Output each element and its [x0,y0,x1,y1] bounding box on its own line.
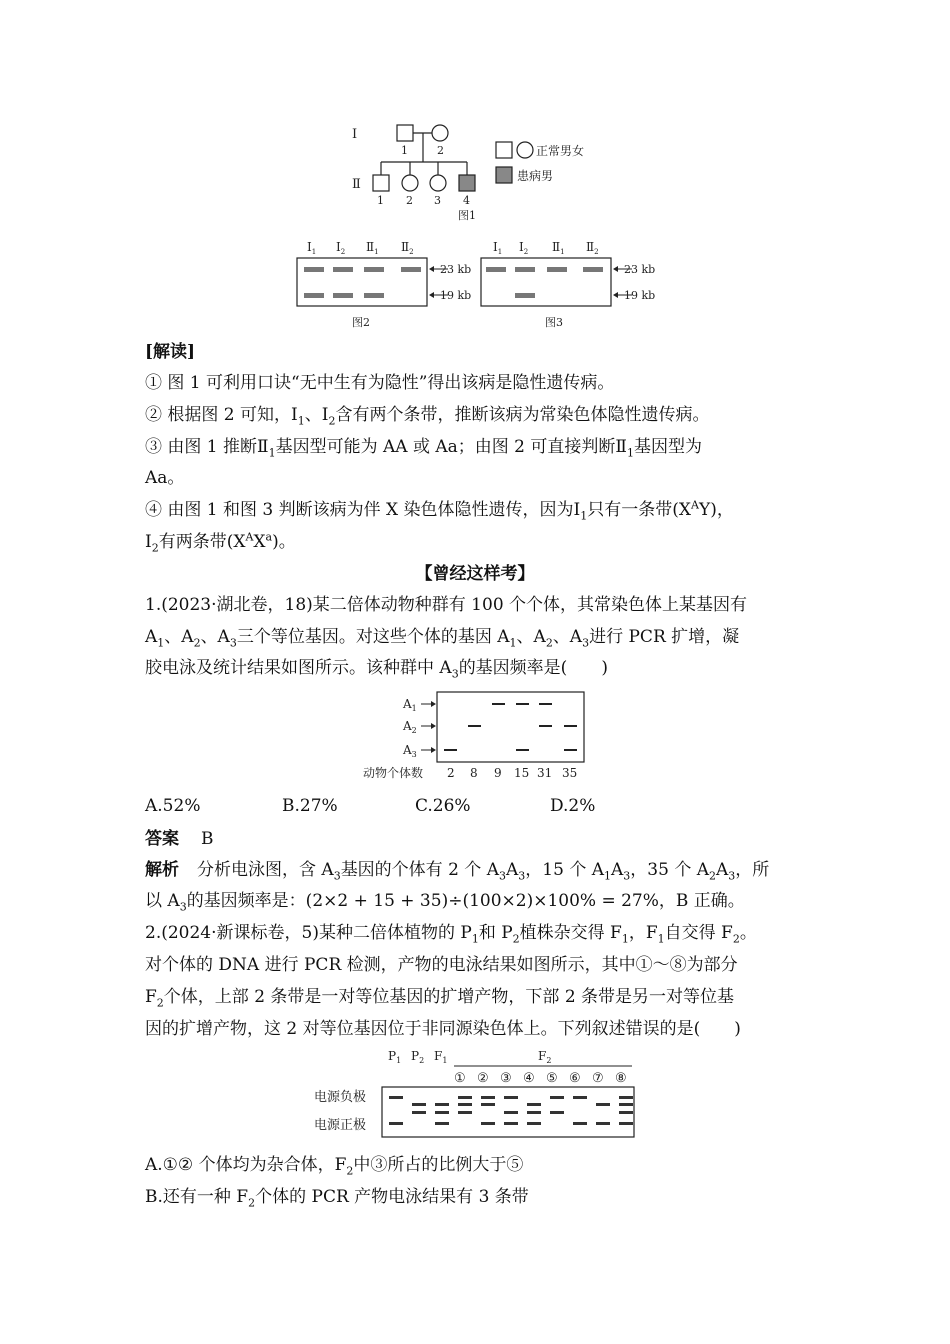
fig3-marker-19: 19 kb [624,289,656,302]
legend-female-normal [517,142,533,158]
q2-line-2: 对个体的 DNA 进行 PCR 检测，产物的电泳结果如图所示，其中①～⑧为部分 [145,955,738,975]
interpret-line-4: Aa。 [145,468,185,488]
lane-num-3: ③ [500,1071,512,1086]
q1-line-3: 胶电泳及统计结果如图所示。该种群中 $A_3$的基因频率是( ) [145,658,608,681]
q2-option-b[interactable]: B.还有一种 $F_2$个体的 PCR 产物电泳结果有 3 条带 [145,1187,529,1210]
answer-value: B [201,829,214,849]
band [596,1122,610,1125]
legend-affected-text: 患病男 [517,169,554,183]
band [504,1111,518,1114]
interpret-line-1: ① 图 1 可利用口诀“无中生有为隐性”得出该病是隐性遗传病。 [145,373,615,393]
q2-line-1: 2.(2024·新课标卷，5)某种二倍体植物的 $P_1$和 $P_2$植株杂交得 $F_1$，$F_1$自交得 $F_2$。 [145,923,757,946]
band [596,1103,610,1106]
lane-f2: $F_2$ [538,1049,552,1065]
band [527,1103,541,1106]
band [389,1096,403,1099]
fig2-marker-19: 19 kb [440,289,472,302]
arrowhead [429,266,434,272]
band [333,267,353,272]
q2-line-3: $F_2$个体，上部 2 条带是一对等位基因的扩增产物，下部 2 条带是另一对等位基 [145,987,735,1010]
lane-num-7: ⑦ [592,1071,604,1086]
band [458,1096,472,1099]
band [515,267,535,272]
q2-bands [389,1096,633,1125]
interpret-line-3: ③ 由图 1 推断$Ⅱ_1$基因型可能为 AA 或 Aa；由图 2 可直接判断$Ⅱ_1$基因型为 [145,437,702,460]
fig3-lane-i1: $Ⅰ_1$ [493,240,503,256]
band [504,1096,518,1099]
fig3-lane-i2: $Ⅰ_2$ [519,240,529,256]
band [333,293,353,298]
pedigree-figure [340,118,610,228]
band [527,1122,541,1125]
fig3-lane-ii2: $Ⅱ_2$ [586,240,599,256]
label-i1: 1 [401,144,408,157]
band [564,725,577,727]
q2-gel-figure [310,1046,640,1142]
q1-option-b[interactable]: B.27% [282,796,338,816]
lane-num-2: ② [477,1071,489,1086]
generation-2-label: Ⅱ [352,177,361,192]
band [364,293,384,298]
count-8: 8 [470,766,478,780]
figure-2-caption: 图2 [352,316,370,329]
gel-xlabel: 动物个体数 [363,766,424,780]
band [412,1111,426,1114]
band [564,749,577,751]
legend-male-normal [496,142,512,158]
band [583,267,603,272]
lane-num-1: ① [454,1071,466,1086]
gel-figure-3 [481,240,655,329]
q1-option-c[interactable]: C.26% [415,796,471,816]
label-ii1: 1 [377,194,384,207]
affected-son-ii4 [459,175,475,191]
daughter-ii3 [430,175,446,191]
count-2: 2 [447,766,455,780]
band [389,1122,403,1125]
arrowhead [431,701,436,707]
answer-label: 答案 [145,829,179,849]
band [435,1103,449,1106]
band [364,267,384,272]
gel-row-a3: $A_3$ [403,743,417,759]
band [550,1096,564,1099]
q2-line-4: 因的扩增产物，这 2 对等位基因位于非同源染色体上。下列叙述错误的是( ) [145,1019,741,1039]
band [435,1111,449,1114]
band [515,293,535,298]
daughter-ii2 [402,175,418,191]
fig3-lane-ii1: $Ⅱ_1$ [552,240,565,256]
lane-num-8: ⑧ [615,1071,627,1086]
arrowhead [431,747,436,753]
figure-1-caption: 图1 [458,209,476,222]
legend-affected-male [496,167,512,183]
interpret-line-5: ④ 由图 1 和图 3 判断该病为伴 X 染色体隐性遗传，因为$Ⅰ_1$只有一条带$(X^AY)$， [145,498,734,523]
count-9: 9 [494,766,502,780]
band [304,267,324,272]
gel-3-frame [481,258,611,306]
gel-row-a1: $A_1$ [403,697,417,713]
section-title: 【曾经这样考】 [415,564,535,584]
band [458,1111,472,1114]
band [539,703,552,705]
arrowhead [613,292,618,298]
band [401,267,421,272]
count-35: 35 [562,766,578,780]
legend-normal-text: 正常男女 [536,144,585,158]
band [573,1096,587,1099]
label-ii2: 2 [406,194,413,207]
q1-option-a[interactable]: A.52% [145,796,201,816]
band [486,267,506,272]
interpret-heading: [解读] [145,342,196,362]
q1-answer [145,828,214,850]
band [539,725,552,727]
son-ii1 [373,175,389,191]
band [619,1103,633,1106]
band [492,703,505,705]
count-31: 31 [537,766,553,780]
gel-figure-2 [297,240,471,329]
arrowhead [429,292,434,298]
lane-p1: $P_1$ [388,1049,402,1065]
band [619,1096,633,1099]
band [481,1103,495,1106]
band [516,749,529,751]
band [458,1103,472,1106]
lane-num-5: ⑤ [546,1071,558,1086]
lane-num-6: ⑥ [569,1071,581,1086]
fig2-lane-i2: $Ⅰ_2$ [336,240,346,256]
figure-3-caption: 图3 [545,316,563,329]
q1-line-2: $A_1$、$A_2$、$A_3$三个等位基因。对这些个体的基因 $A_1$、$A_2$、$A_3$进行 PCR 扩增，凝 [145,627,740,650]
cathode-label: 电源负极 [314,1090,367,1105]
lane-p2: $P_2$ [411,1049,425,1065]
interpret-line-6: $Ⅰ_2$有两条带$(X^AX^a)$。 [145,530,296,555]
lane-f1: $F_1$ [434,1049,448,1065]
q1-option-d[interactable]: D.2% [550,796,596,816]
band [547,267,567,272]
gel-2-frame [297,258,427,306]
band [516,703,529,705]
band [435,1122,449,1125]
lane-num-4: ④ [523,1071,535,1086]
q1-gel-frame [437,692,584,762]
q1-explanation-line-1: 解析 分析电泳图，含 $A_3$基因的个体有 2 个 $A_3A_3$，15 个 $A_1A_3$，35 个 $A_2A_3$，所 [145,860,770,883]
fig2-lane-i1: $Ⅰ_1$ [307,240,317,256]
band [444,749,457,751]
band [504,1122,518,1125]
father-i1 [397,125,413,141]
q1-gel-figure [355,688,595,784]
band [527,1111,541,1114]
band [619,1111,633,1114]
band [619,1122,633,1125]
arrowhead [431,723,436,729]
label-ii3: 3 [434,194,441,207]
q1-line-1: 1.(2023·湖北卷，18)某二倍体动物种群有 100 个个体，其常染色体上某基因有 [145,595,748,615]
band [481,1096,495,1099]
mother-i2 [432,125,448,141]
band [550,1111,564,1114]
label-i2: 2 [437,144,444,157]
fig3-marker-23: 23 kb [624,263,656,276]
fig2-lane-ii2: $Ⅱ_2$ [401,240,414,256]
arrowhead [613,266,618,272]
fig2-lane-ii1: $Ⅱ_1$ [366,240,379,256]
band [468,725,481,727]
band [573,1122,587,1125]
band [481,1122,495,1125]
fig2-marker-23: 23 kb [440,263,472,276]
label-ii4: 4 [463,194,470,207]
band [304,293,324,298]
gel-figures-2-3 [290,234,670,334]
band [412,1103,426,1106]
count-15: 15 [514,766,530,780]
anode-label: 电源正极 [314,1118,367,1133]
q2-option-a[interactable]: A.①② 个体均为杂合体，$F_2$中③所占的比例大于⑤ [145,1155,524,1178]
gel-row-a2: $A_2$ [403,719,417,735]
generation-1-label: Ⅰ [352,127,358,142]
interpret-line-2: ② 根据图 2 可知，$Ⅰ_1$、$Ⅰ_2$含有两个条带，推断该病为常染色体隐性遗传病。 [145,405,710,428]
q1-explanation-line-2: 以 $A_3$的基因频率是：(2×2 + 15 + 35)÷(100×2)×100% = 27%，B 正确。 [145,891,745,914]
